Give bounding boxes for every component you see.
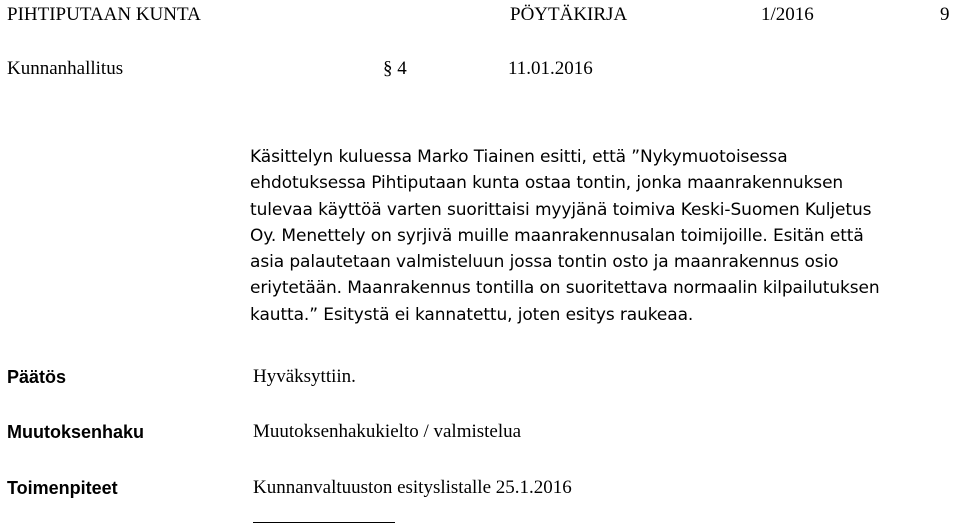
appeal-value: Muutoksenhakukielto / valmistelua	[253, 421, 522, 442]
page-number: 9	[940, 4, 950, 25]
paragraph-line: tulevaa käyttöä varten suorittaisi myyjänä toimiva Keski-Suomen Kuljetus	[250, 199, 872, 220]
paragraph-line: ehdotuksessa Pihtiputaan kunta ostaa tontin, jonka maanrakennuksen	[250, 173, 844, 194]
document-type: PÖYTÄKIRJA	[510, 4, 628, 25]
separator-line	[253, 522, 395, 523]
actions-label: Toimenpiteet	[7, 478, 118, 498]
meeting-date: 11.01.2016	[508, 58, 593, 79]
paragraph-line: asia palautetaan valmisteluun jossa tontin osto ja maanrakennus osio	[250, 252, 839, 273]
actions-value: Kunnanvaltuuston esityslistalle 25.1.2016	[253, 477, 572, 498]
appeal-label: Muutoksenhaku	[7, 422, 145, 442]
document-number: 1/2016	[761, 4, 814, 25]
decision-label: Päätös	[7, 367, 67, 387]
paragraph-line: kautta.” Esitystä ei kannatettu, joten esitys raukeaa.	[250, 304, 694, 325]
municipality-name: PIHTIPUTAAN KUNTA	[7, 4, 201, 25]
paragraph-line: eriytetään. Maanrakennus tontilla on suoritettava normaalin kilpailutuksen	[250, 278, 880, 299]
section-number: § 4	[383, 58, 407, 79]
decision-value: Hyväksyttiin.	[253, 366, 356, 387]
discussion-paragraph	[250, 144, 950, 328]
paragraph-line: Käsittelyn kuluessa Marko Tiainen esitti, että ”Nykymuotoisessa	[250, 147, 788, 167]
governing-body: Kunnanhallitus	[7, 58, 124, 79]
paragraph-line: Oy. Menettely on syrjivä muille maanrakennusalan toimijoille. Esitän että	[250, 225, 864, 246]
